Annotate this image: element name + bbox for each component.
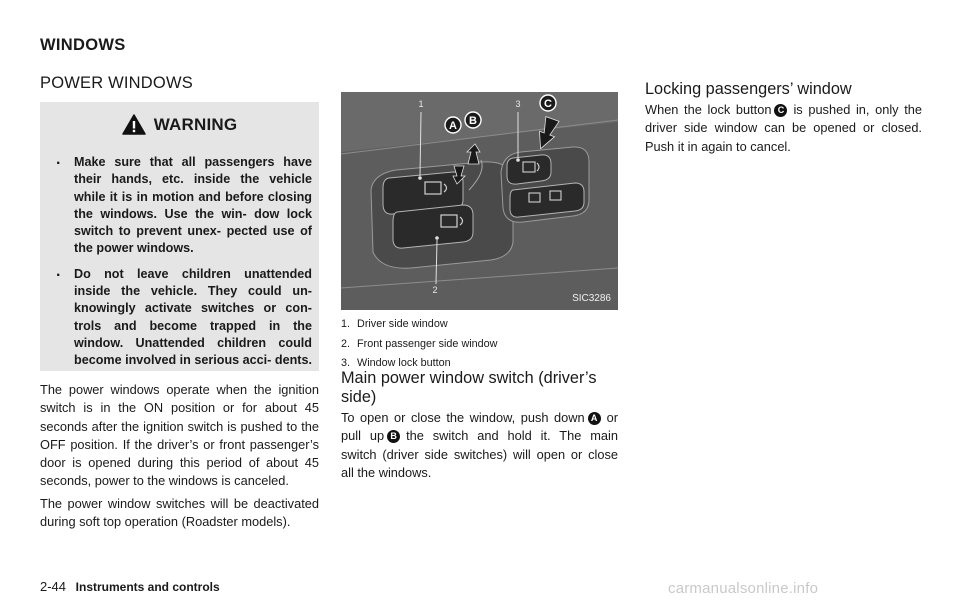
section-title: WINDOWS — [40, 36, 126, 54]
chapter-name: Instruments and controls — [75, 580, 220, 594]
locking-paragraph — [645, 101, 922, 156]
caption-text: Front passenger side window — [357, 337, 498, 350]
callout-c: C — [544, 98, 552, 110]
caption-item — [341, 335, 618, 355]
locking-text-1: When the lock button — [645, 102, 772, 117]
badge-a-icon: A — [588, 412, 601, 425]
caption-text: Driver side window — [357, 318, 448, 330]
callout-a: A — [449, 120, 457, 132]
page-footer — [40, 579, 220, 594]
badge-c-icon: C — [774, 104, 787, 117]
warning-header — [40, 114, 319, 135]
warning-list — [56, 154, 312, 378]
caption-number: 1. — [341, 318, 351, 330]
subsection-title: POWER WINDOWS — [40, 74, 193, 92]
locking-heading: Locking passengers’ window — [645, 80, 852, 98]
caption-number: 2. — [341, 337, 351, 350]
warning-item: . Do not leave children unattended inside the vehicle. They could un- knowingly activate switches or con- trols and become trapped in the window. Unattended children could become involved in serious acci- dents. — [56, 266, 312, 370]
main-switch-text-2: or pull up — [341, 410, 618, 444]
warning-item: . Make sure that all passengers have their hands, etc. inside the vehicle while it is in motion and before closing the windows. Use the win- dow lock switch to prevent unex- pected use of the power windows. — [56, 154, 312, 258]
figure-code: SIC3286 — [572, 293, 611, 304]
callout-3: 3 — [515, 99, 521, 109]
callout-1: 1 — [418, 99, 424, 109]
caption-item — [341, 315, 618, 335]
warning-box — [40, 102, 319, 371]
callout-b: B — [469, 115, 477, 127]
main-switch-heading: Main power window switch (driver’s side) — [341, 369, 597, 406]
main-switch-text-3: the switch and hold it. The main switch (driver side switches) will open or close all the windows. — [341, 428, 618, 480]
ignition-paragraph: The power windows operate when the ignition switch is in the ON position or for about 45 seconds after the ignition switch is pushed to the OFF position. If the driver’s or front passenger’s door is opened during this period of about 45 seconds, power to the windows is canceled. — [40, 382, 319, 489]
badge-b-icon: B — [387, 430, 400, 443]
main-switch-text-1: To open or close the window, push down — [341, 410, 585, 425]
locking-text-2: is pushed in, only the driver side window can be opened or closed. Push it in again to cancel. — [645, 102, 922, 154]
warning-title: WARNING — [153, 114, 238, 134]
caption-number: 3. — [341, 357, 351, 369]
soft-top-paragraph: The power window switches will be deactivated during soft top operation (Roadster models). — [40, 496, 319, 530]
page-number: 2-44 — [40, 579, 67, 594]
watermark: carmanualsonline.info — [668, 580, 819, 597]
warning-triangle-icon — [122, 114, 146, 135]
callout-2: 2 — [432, 285, 438, 295]
main-switch-paragraph — [341, 409, 618, 482]
window-switch-illustration — [341, 92, 618, 310]
caption-text: Window lock button — [357, 357, 451, 369]
figure-captions — [341, 315, 618, 374]
